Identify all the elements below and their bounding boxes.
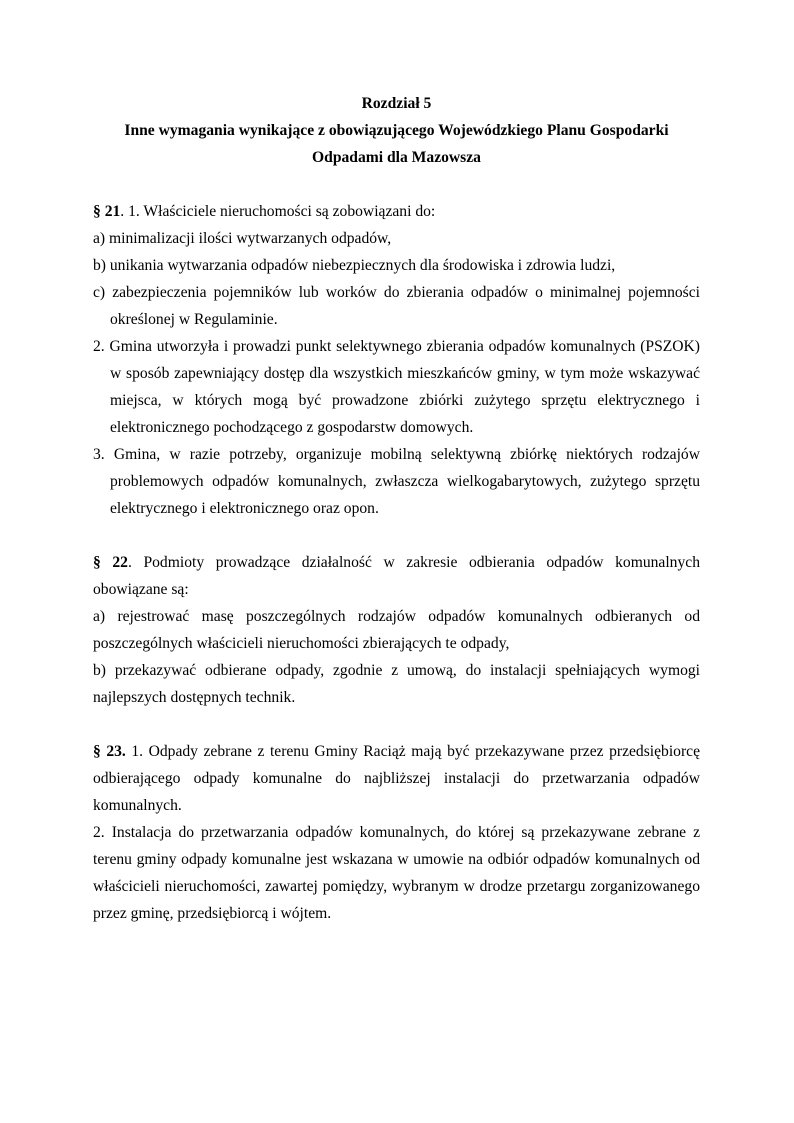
chapter-number: Rozdział 5 [361,95,432,112]
section-23-intro: § 23. 1. Odpady zebrane z terenu Gminy Raciąż mają być przekazywane przez przedsiębiorcę odbierającego odpady komunalne do najbliższej instalacji do przetwarzania odpadów komunalnych. [93,743,701,814]
section-21-item-b: b) unikania wytwarzania odpadów niebezpiecznych dla środowiska i zdrowia ludzi, [93,257,616,274]
section-21-point-3: 3. Gmina, w razie potrzeby, organizuje mobilną selektywną zbiórkę niektórych rodzajów problemowych odpadów komunalnych, zwłaszcza wielkogabarytowych, zużytego sprzętu elektrycznego i elektronicznego oraz opon. [93,446,700,517]
section-22 [93,549,700,711]
section-22-intro: § 22. Podmioty prowadzące działalność w zakresie odbierania odpadów komunalnych obowiązane są: [93,554,700,598]
spacer [93,522,700,549]
section-23-mark: § 23. [93,743,126,760]
chapter-title-line-1: Inne wymagania wynikające z obowiązującego Wojewódzkiego Planu Gospodarki [124,122,669,139]
section-21-item-c: c) zabezpieczenia pojemników lub worków do zbierania odpadów o minimalnej pojemności określonej w Regulaminie. [93,284,700,328]
section-21-point-2: 2. Gmina utworzyła i prowadzi punkt selektywnego zbierania odpadów komunalnych (PSZOK) w sposób zapewniający dostęp dla wszystkich mieszkańców gminy, w tym może wskazywać miejsca, w których mogą być prowadzone zbiórki zużytego sprzętu elektrycznego i elektronicznego pochodzącego z gospodarstw domowych. [93,338,700,436]
spacer [93,711,700,738]
chapter-title-line-2: Odpadami dla Mazowsza [312,149,481,166]
section-21-item-a: a) minimalizacji ilości wytwarzanych odpadów, [93,230,392,247]
section-21-intro: § 21. 1. Właściciele nieruchomości są zobowiązani do: [93,203,436,220]
section-22-item-b: b) przekazywać odbierane odpady, zgodnie z umową, do instalacji spełniających wymogi najlepszych dostępnych technik. [93,662,700,706]
section-22-item-a: a) rejestrować masę poszczególnych rodzajów odpadów komunalnych odbieranych od poszczególnych właścicieli nieruchomości zbierających te odpady, [93,608,700,652]
section-23-point-2: 2. Instalacja do przetwarzania odpadów komunalnych, do której są przekazywane zebrane z terenu gminy odpady komunalne jest wskazana w umowie na odbiór odpadów komunalnych od właścicieli nieruchomości, zawartej pomiędzy, wybranym w drodze przetargu zorganizowanego przez gminę, przedsiębiorcą i wójtem. [93,824,700,922]
section-22-mark: § 22 [93,554,128,571]
section-23 [93,738,700,927]
document-page [93,90,700,927]
spacer [93,171,700,198]
section-21-mark: § 21 [93,203,121,220]
section-21 [93,198,700,522]
